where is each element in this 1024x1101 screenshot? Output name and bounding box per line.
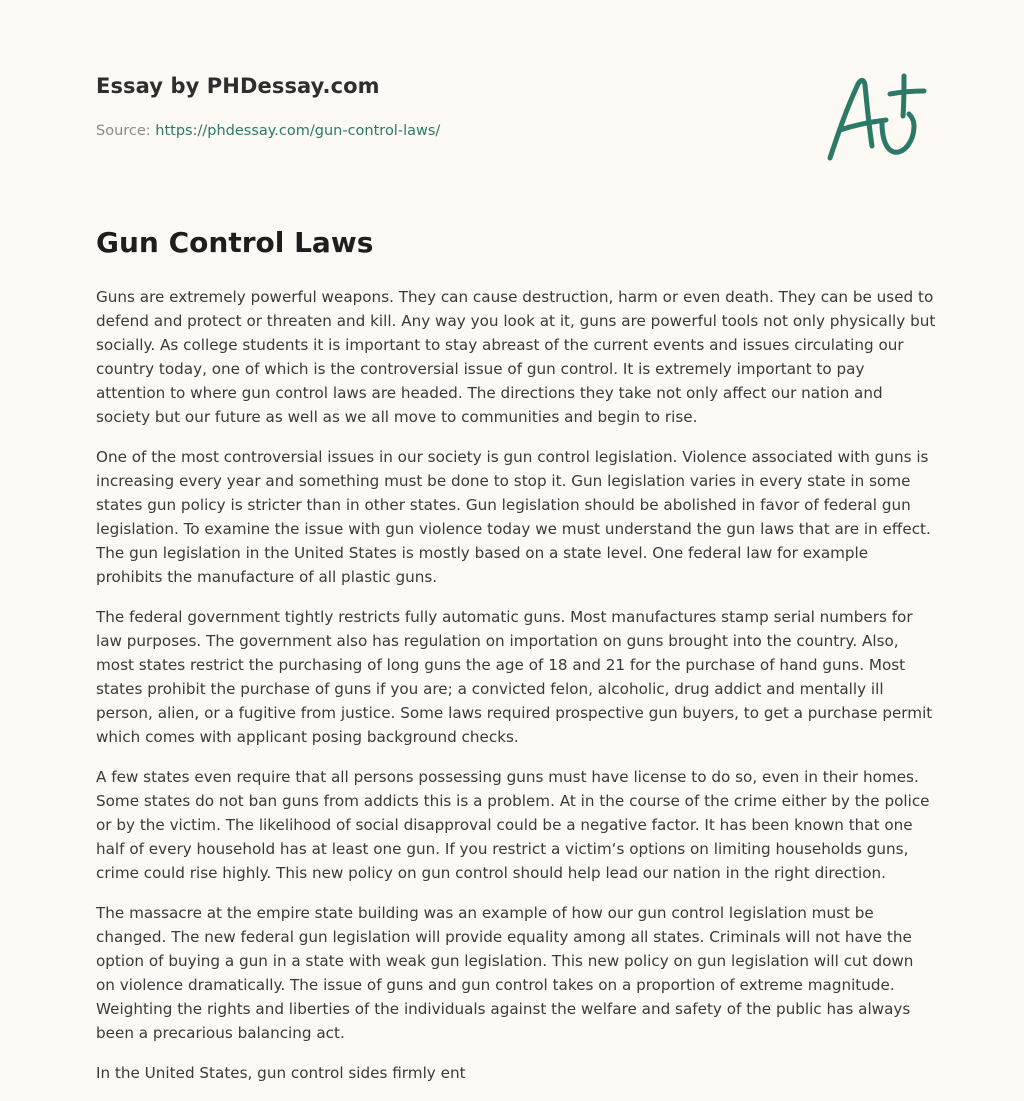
- essay-paragraph: A few states even require that all persons possessing guns must have license to do so, even in their homes. Some states do not ban guns from addicts this is a problem. At in the course of the crime either by the police or by the victim. The likelihood of social disapproval could be a negative factor. It has been known that one half of every household has at least one gun. If you restrict a victim‘s options on limiting households guns, crime could rise highly. This new policy on gun control should help lead our nation in the right direction.: [96, 768, 930, 882]
- site-brand: Essay by PHDessay.com: [96, 74, 380, 98]
- essay-paragraph: The federal government tightly restricts fully automatic guns. Most manufactures stamp serial numbers for law purposes. The government also has regulation on importation on guns brought into the country. Also, most states restrict the purchasing of long guns the age of 18 and 21 for the purchase of hand guns. Most states prohibit the purchase of guns if you are; a convicted felon, alcoholic, drug addict and mentally ill person, alien, or a fugitive from justice. Some laws required prospective gun buyers, to get a purchase permit which comes with applicant posing background checks.: [96, 608, 933, 746]
- source-label: Source:: [96, 123, 151, 139]
- essay-paragraph: In the United States, gun control sides firmly ent: [96, 1064, 466, 1082]
- a-plus-grade-icon: [824, 68, 928, 166]
- essay-title: Gun Control Laws: [96, 226, 374, 259]
- essay-paragraph: The massacre at the empire state building was an example of how our gun control legislation must be changed. The new federal gun legislation will provide equality among all states. Criminals will not have the option of buying a gun in a state with weak gun legislation. This new policy on gun legislation will cut down on violence dramatically. The issue of guns and gun control takes on a proportion of extreme magnitude. Weighting the rights and liberties of the individuals against the welfare and safety of the public has always been a precarious balancing act.: [96, 904, 914, 1042]
- source-link[interactable]: https://phdessay.com/gun-control-laws/: [155, 123, 441, 139]
- essay-paragraph: Guns are extremely powerful weapons. They can cause destruction, harm or even death. They can be used to defend and protect or threaten and kill. Any way you look at it, guns are powerful tools not only physically but socially. As college students it is important to stay abreast of the current events and issues circulating our country today, one of which is the controversial issue of gun control. It is extremely important to pay attention to where gun control laws are headed. The directions they take not only affect our nation and society but our future as well as we all move to communities and begin to rise.: [96, 288, 936, 426]
- essay-body: [96, 285, 936, 1101]
- essay-paragraph: One of the most controversial issues in our society is gun control legislation. Violence associated with guns is increasing every year and something must be done to stop it. Gun legislation varies in every state in some states gun policy is stricter than in other states. Gun legislation should be abolished in favor of federal gun legislation. To examine the issue with gun violence today we must understand the gun laws that are in effect. The gun legislation in the United States is mostly based on a state level. One federal law for example prohibits the manufacture of all plastic guns.: [96, 448, 931, 586]
- source-line: [96, 123, 440, 139]
